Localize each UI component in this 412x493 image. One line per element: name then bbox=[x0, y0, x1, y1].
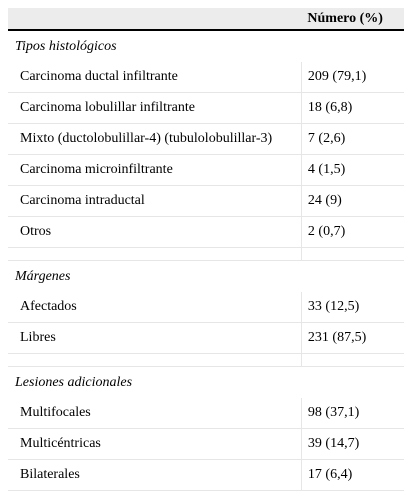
row-value: 24 (9) bbox=[301, 186, 404, 217]
row-label: Mixto (ductolobulillar-4) (tubulolobulillar-3) bbox=[8, 124, 301, 155]
table-row bbox=[8, 292, 404, 323]
row-label: Carcinoma intraductal bbox=[8, 186, 301, 217]
table-row bbox=[8, 429, 404, 460]
row-label: Afectados bbox=[8, 292, 301, 323]
row-value: 209 (79,1) bbox=[301, 62, 404, 93]
table-header-row bbox=[8, 8, 404, 30]
section-divider bbox=[8, 248, 404, 261]
section-title: Márgenes bbox=[15, 268, 71, 284]
table-row bbox=[8, 93, 404, 124]
row-label: Carcinoma lobulillar infiltrante bbox=[8, 93, 301, 124]
row-value: 4 (1,5) bbox=[301, 155, 404, 186]
section-divider bbox=[8, 354, 404, 367]
row-value: 231 (87,5) bbox=[301, 323, 404, 354]
data-table bbox=[8, 8, 404, 491]
row-label: Multifocales bbox=[8, 398, 301, 429]
table-row bbox=[8, 398, 404, 429]
table-row bbox=[8, 323, 404, 354]
header-numero-cell: Número (%) bbox=[301, 8, 404, 30]
row-value: 39 (14,7) bbox=[301, 429, 404, 460]
row-value: 2 (0,7) bbox=[301, 217, 404, 248]
row-label: Multicéntricas bbox=[8, 429, 301, 460]
row-value: 33 (12,5) bbox=[301, 292, 404, 323]
section-header-lesiones bbox=[8, 367, 404, 399]
section-title: Lesiones adicionales bbox=[15, 374, 133, 390]
table-row bbox=[8, 62, 404, 93]
section-title: Tipos histológicos bbox=[15, 38, 117, 54]
table-row bbox=[8, 217, 404, 248]
row-value: 18 (6,8) bbox=[301, 93, 404, 124]
row-value: 98 (37,1) bbox=[301, 398, 404, 429]
row-value: 17 (6,4) bbox=[301, 460, 404, 491]
table-row bbox=[8, 460, 404, 491]
row-label: Carcinoma microinfiltrante bbox=[8, 155, 301, 186]
table-row bbox=[8, 155, 404, 186]
section-header-margenes bbox=[8, 261, 404, 293]
row-label: Carcinoma ductal infiltrante bbox=[8, 62, 301, 93]
table-row bbox=[8, 186, 404, 217]
row-label: Otros bbox=[8, 217, 301, 248]
section-header-tipos bbox=[8, 30, 404, 62]
row-label: Bilaterales bbox=[8, 460, 301, 491]
row-value: 7 (2,6) bbox=[301, 124, 404, 155]
row-label: Libres bbox=[8, 323, 301, 354]
header-label-cell bbox=[8, 8, 301, 30]
table-row bbox=[8, 124, 404, 155]
